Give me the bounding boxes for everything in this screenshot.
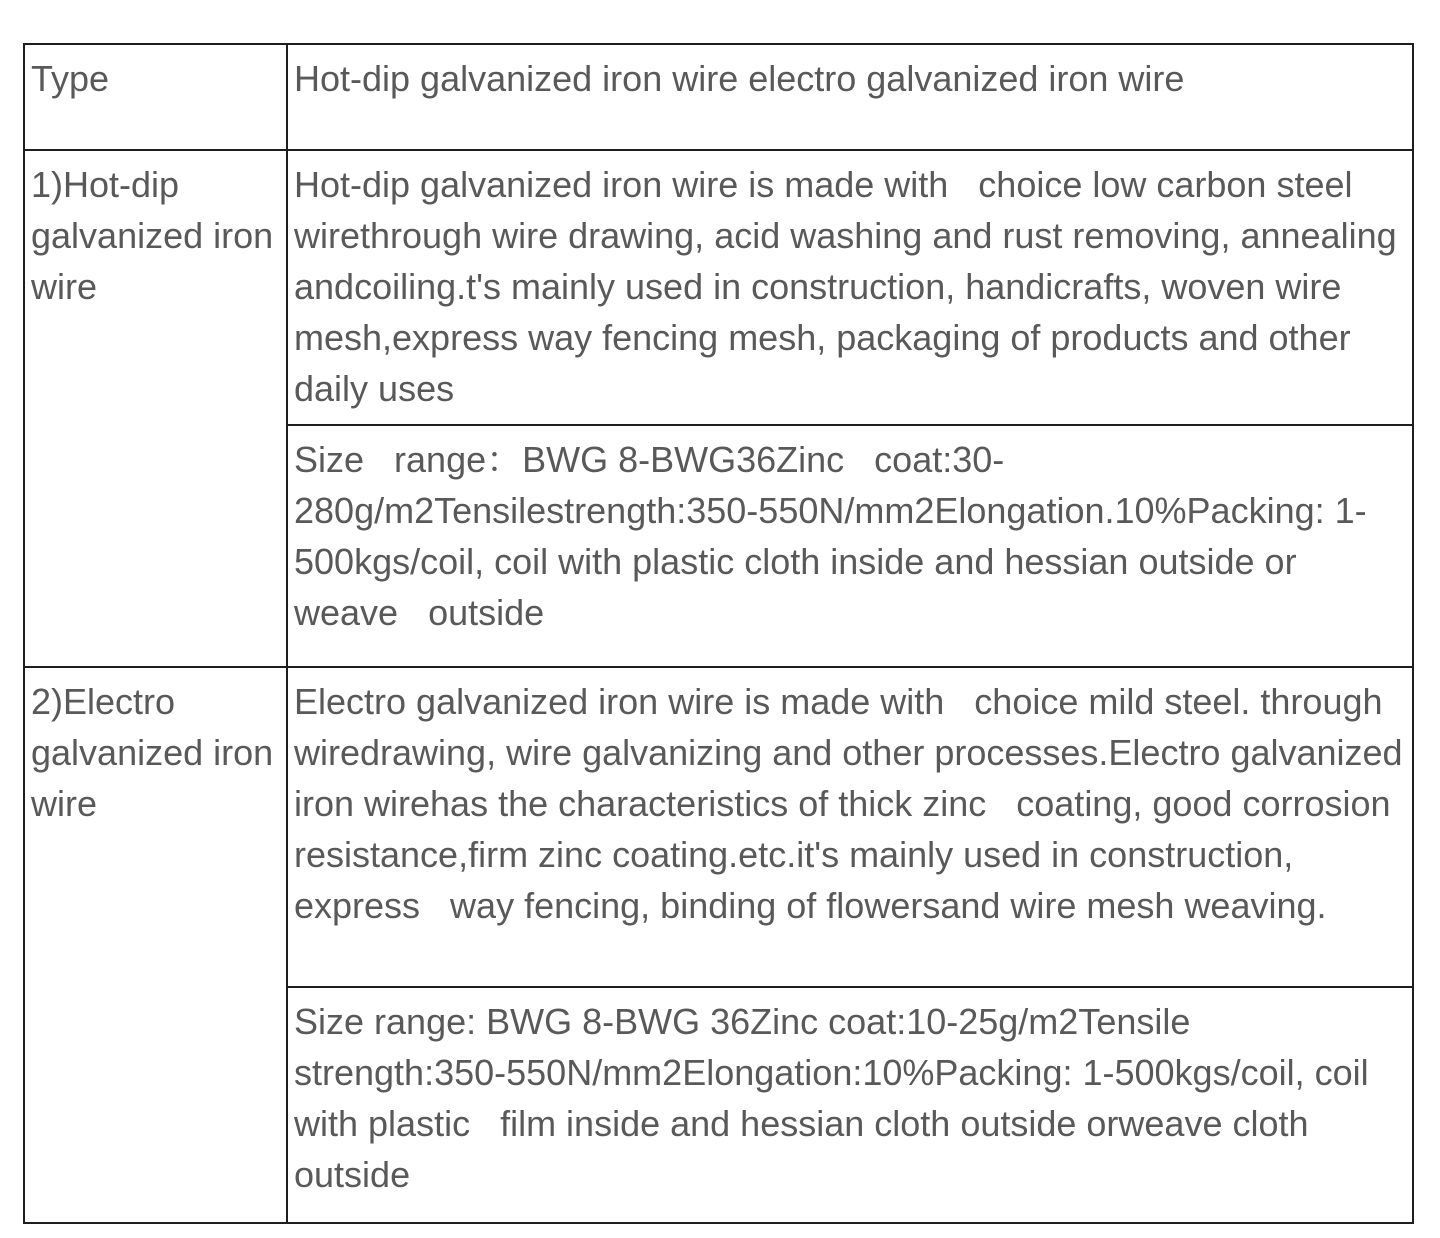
table-row-hot-dip-description [24, 150, 1413, 425]
product-spec-table [23, 43, 1414, 1224]
type-cell-electro: 2)Electro galvanized iron wire [24, 667, 287, 1223]
type-header-cell: Type [24, 44, 287, 150]
type-cell-hot-dip: 1)Hot-dip galvanized iron wire [24, 150, 287, 667]
description-cell-hot-dip: Hot-dip galvanized iron wire is made with choice low carbon steel wirethrough wire drawing, acid washing and rust removing, annealing andcoiling.t's mainly used in construction, handicrafts, woven wire mesh,express way fencing mesh, packaging of products and other daily uses [287, 150, 1413, 425]
type-header-value-cell: Hot-dip galvanized iron wire electro galvanized iron wire [287, 44, 1413, 150]
table-header-row [24, 44, 1413, 150]
specs-cell-hot-dip: Size range：BWG 8-BWG36Zinc coat:30-280g/m2Tensilestrength:350-550N/mm2Elongation.10%Packing: 1-500kgs/coil, coil with plastic cloth inside and hessian outside or weave outside [287, 425, 1413, 667]
specs-cell-electro: Size range: BWG 8-BWG 36Zinc coat:10-25g/m2Tensile strength:350-550N/mm2Elongation:10%Packing: 1-500kgs/coil, coil with plastic film inside and hessian cloth outside orweave cloth outside [287, 987, 1413, 1223]
description-cell-electro: Electro galvanized iron wire is made with choice mild steel. through wiredrawing, wire galvanizing and other processes.Electro galvanized iron wirehas the characteristics of thick zinc coating, good corrosion resistance,firm zinc coating.etc.it's mainly used in construction, express way fencing, binding of flowersand wire mesh weaving. [287, 667, 1413, 987]
table-row-electro-description [24, 667, 1413, 987]
